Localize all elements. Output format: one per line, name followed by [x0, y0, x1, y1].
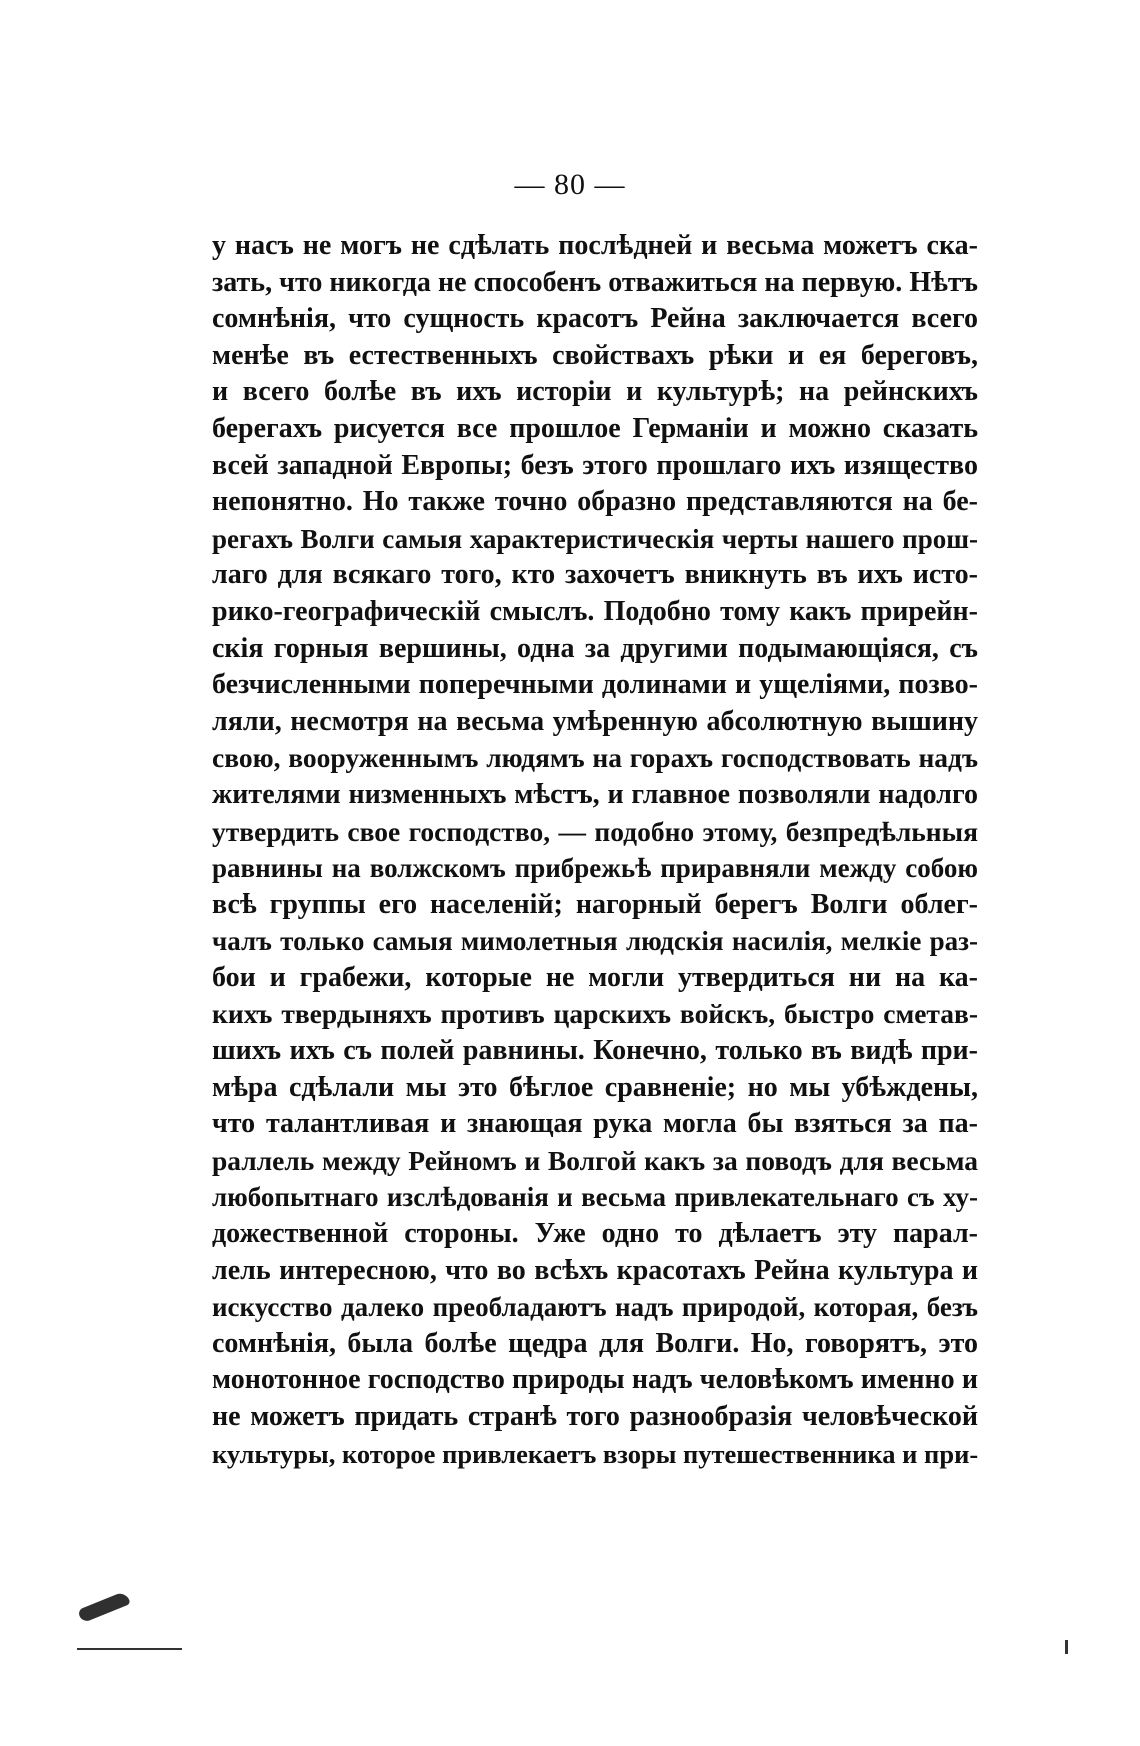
- text-line: лель интересною, что во всѣхъ красотахъ Рейна культура и: [212, 1254, 978, 1286]
- text-line: ляли, несмотря на весьма умѣренную абсолютную вышину: [212, 705, 978, 737]
- text-line: мѣра сдѣлали мы это бѣглое сравненіе; но мы убѣждены,: [212, 1071, 978, 1103]
- text-line: монотонное господство природы надъ человѣкомъ именно и: [212, 1364, 978, 1396]
- text-line: бои и грабежи, которые не могли утвердиться ни на ка-: [212, 961, 978, 993]
- text-line: берегахъ рисуется все прошлое Германіи и можно сказать: [212, 412, 978, 444]
- text-line: кихъ твердыняхъ противъ царскихъ войскъ, быстро сметав-: [212, 998, 978, 1030]
- text-line: шихъ ихъ съ полей равнины. Конечно, только въ видѣ при-: [212, 1035, 978, 1067]
- text-line: менѣе въ естественныхъ свойствахъ рѣки и ея береговъ,: [212, 339, 978, 371]
- text-line: что талантливая и знающая рука могла бы взяться за па-: [212, 1108, 978, 1140]
- text-line: жителями низменныхъ мѣстъ, и главное позволяли надолго: [212, 778, 978, 810]
- text-line: культуры, которое привлекаетъ взоры путешественника и при-: [212, 1438, 978, 1469]
- bottom-rule: [77, 1648, 182, 1650]
- text-line: раллель между Рейномъ и Волгой какъ за поводъ для весьма: [212, 1144, 978, 1176]
- text-line: безчисленными поперечными долинами и ущеліями, позво-: [212, 669, 978, 701]
- text-line: регахъ Волги самыя характеристическія черты нашего прош-: [212, 523, 978, 554]
- text-line: искусство далеко преобладаютъ надъ природой, которая, безъ: [212, 1292, 978, 1323]
- text-line: сомнѣнія, что сущность красотъ Рейна заключается всего: [212, 303, 978, 335]
- text-line: равнины на волжскомъ прибрежьѣ приравняли между собою: [212, 853, 978, 884]
- text-line: всей западной Европы; безъ этого прошлаго ихъ изящество: [212, 449, 978, 481]
- text-line: зать, что никогда не способенъ отважиться на первую. Нѣтъ: [212, 266, 978, 298]
- text-line: и всего болѣе въ ихъ исторіи и культурѣ; на рейнскихъ: [212, 376, 978, 408]
- text-line: чалъ только самыя мимолетныя людскія насилія, мелкіе раз-: [212, 926, 978, 957]
- text-line: у насъ не могъ не сдѣлать послѣдней и весьма можетъ ска-: [212, 230, 978, 261]
- ink-smudge: [77, 1591, 130, 1623]
- text-line: не можетъ придать странѣ того разнообразія человѣческой: [212, 1401, 978, 1432]
- margin-mark: [1065, 1640, 1068, 1654]
- text-line: любопытнаго изслѣдованія и весьма привлекательнаго съ ху-: [212, 1182, 978, 1213]
- text-line: всѣ группы его населеній; нагорный берегъ Волги облег-: [212, 888, 978, 920]
- text-line: дожественной стороны. Уже одно то дѣлаетъ эту парал-: [212, 1218, 978, 1250]
- text-line: свою, вооруженнымъ людямъ на горахъ господствовать надъ: [212, 742, 978, 774]
- text-line: лаго для всякаго того, кто захочетъ вникнуть въ ихъ исто-: [212, 559, 978, 591]
- text-line: рико-географическій смыслъ. Подобно тому какъ прирейн-: [212, 595, 978, 627]
- text-line: утвердить свое господство, — подобно этому, безпредѣльныя: [212, 815, 978, 847]
- page-number: — 80 —: [514, 168, 626, 201]
- text-line: скія горныя вершины, одна за другими подымающіяся, съ: [212, 632, 978, 664]
- text-line: непонятно. Но также точно образно представляются на бе-: [212, 486, 978, 518]
- body-text: [212, 228, 978, 1472]
- text-line: сомнѣнія, была болѣе щедра для Волги. Но, говорятъ, это: [212, 1327, 978, 1359]
